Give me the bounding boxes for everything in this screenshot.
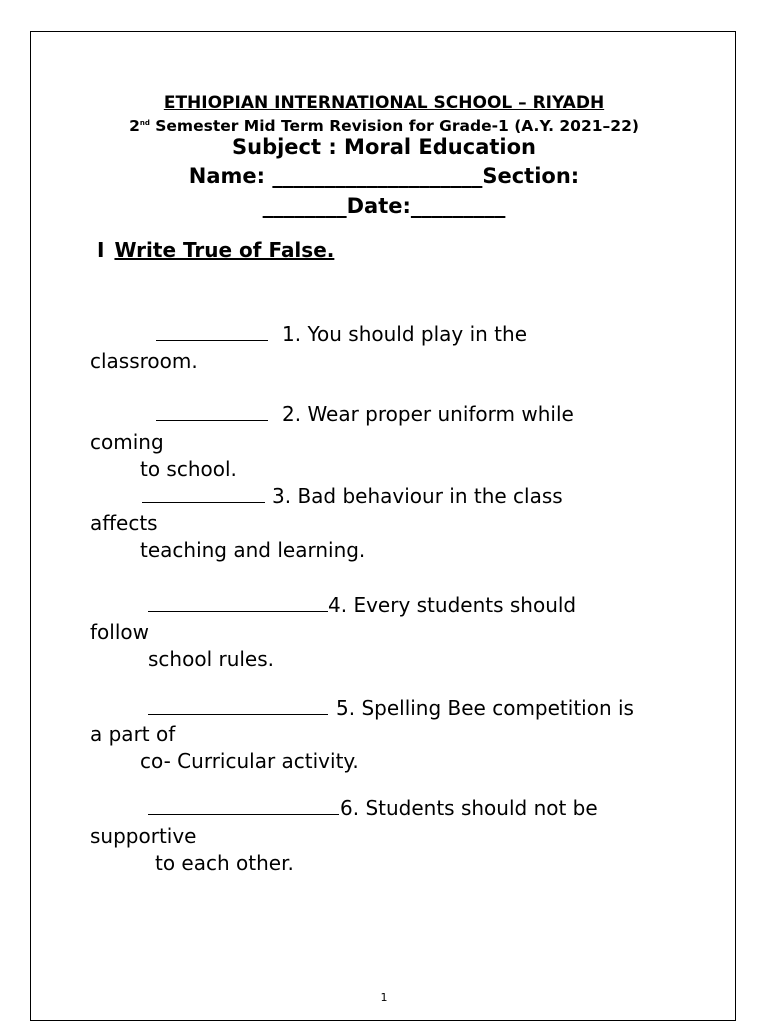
name-section-line: Name: ____________________Section: bbox=[188, 164, 580, 188]
question-1-line-1 bbox=[156, 324, 527, 344]
question-5-line-3: co- Curricular activity. bbox=[140, 749, 359, 773]
question-4-line-3: school rules. bbox=[148, 647, 275, 671]
semester-text: Semester Mid Term Revision for Grade-1 (A.Y. 2021–22) bbox=[149, 117, 639, 135]
question-4-line-2: follow bbox=[90, 620, 149, 644]
question-1-line-2: classroom. bbox=[90, 349, 198, 373]
question-3-line-3: teaching and learning. bbox=[140, 538, 366, 562]
question-5-text: 5. Spelling Bee competition is bbox=[336, 696, 634, 720]
question-5-line-2: a part of bbox=[90, 722, 176, 746]
question-3-line-1 bbox=[142, 486, 563, 506]
semester-number: 2 bbox=[129, 117, 140, 135]
question-2-line-2: coming bbox=[90, 430, 164, 454]
school-name: ETHIOPIAN INTERNATIONAL SCHOOL – RIYADH bbox=[163, 93, 605, 113]
section-title: Write True of False. bbox=[114, 238, 335, 262]
answer-blank-5[interactable] bbox=[148, 698, 328, 715]
answer-blank-3[interactable] bbox=[142, 486, 265, 503]
section-heading bbox=[97, 238, 334, 262]
question-3-line-2: affects bbox=[90, 511, 158, 535]
answer-blank-6[interactable] bbox=[148, 798, 339, 815]
question-4-line-1 bbox=[148, 595, 576, 615]
date-line: ________Date:_________ bbox=[262, 194, 506, 218]
question-5-line-1 bbox=[148, 698, 634, 718]
question-2-text: 2. Wear proper uniform while bbox=[282, 402, 574, 426]
question-6-text: 6. Students should not be bbox=[340, 796, 598, 820]
question-2-line-3: to school. bbox=[140, 457, 237, 481]
question-2-line-1 bbox=[156, 404, 574, 424]
question-1-text: 1. You should play in the bbox=[282, 322, 527, 346]
question-6-line-2: supportive bbox=[90, 824, 197, 848]
answer-blank-1[interactable] bbox=[156, 324, 268, 341]
question-6-line-1 bbox=[148, 798, 598, 818]
question-4-text: 4. Every students should bbox=[328, 593, 577, 617]
page-number: 1 bbox=[380, 991, 388, 1004]
semester-ordinal: nd bbox=[139, 118, 150, 127]
answer-blank-4[interactable] bbox=[148, 595, 328, 612]
question-3-text: 3. Bad behaviour in the class bbox=[272, 484, 563, 508]
question-6-line-3: to each other. bbox=[155, 851, 294, 875]
answer-blank-2[interactable] bbox=[156, 404, 268, 421]
section-number: I bbox=[97, 238, 105, 262]
subject-title: Subject : Moral Education bbox=[232, 135, 536, 159]
semester-line bbox=[0, 117, 768, 135]
